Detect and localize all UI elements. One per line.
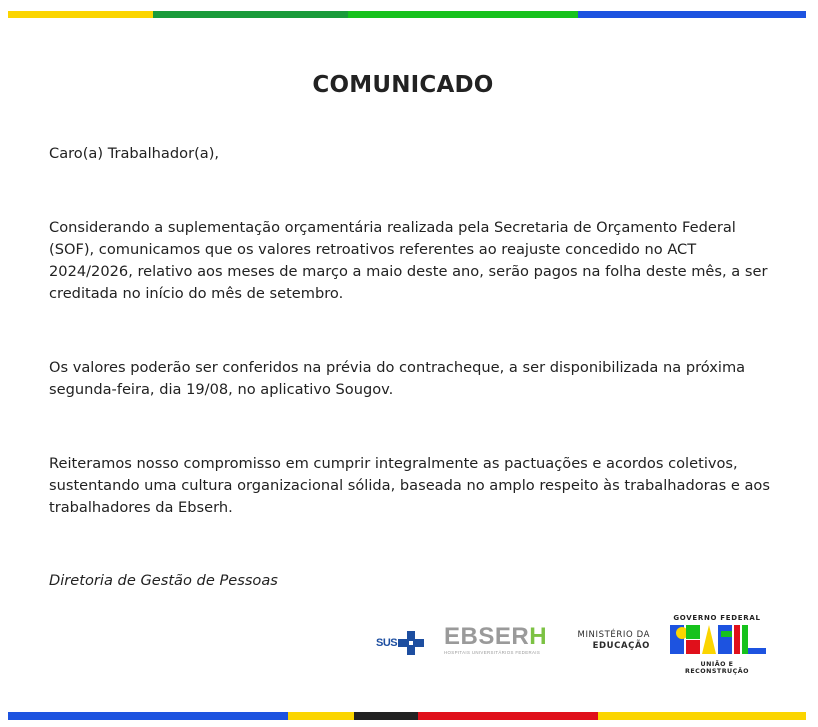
bottom-bar-blue <box>8 712 288 720</box>
bottom-color-bar <box>8 712 806 720</box>
ebserh-logo <box>444 625 547 655</box>
bottom-bar-red <box>418 712 598 720</box>
top-bar-blue <box>578 11 806 18</box>
top-bar-green <box>348 11 578 18</box>
logo-strip <box>376 612 788 675</box>
gov-logo-bottom-text: UNIÃO E RECONSTRUÇÃO <box>684 661 750 675</box>
page-title: COMUNICADO <box>312 72 494 98</box>
top-color-bar <box>8 11 806 18</box>
bottom-bar-black <box>354 712 418 720</box>
bottom-bar-yellow-2 <box>598 712 806 720</box>
paragraph-1: Considerando a suplementação orçamentária realizada pela Secretaria de Orçamento Federal (SOF), comunicamos que os valores retroativos referentes ao reajuste concedido no ACT 2024/2026, relativo aos meses de março a maio deste ano, serão pagos na folha deste mês, a ser creditada no início do mês de setembro. <box>49 219 768 302</box>
paragraph-3: Reiteramos nosso compromisso em cumprir integralmente as pactuações e acordos coletivos, sustentando uma cultura organizacional sólida, baseada no amplo respeito às trabalhadoras e aos trabalhadores da Ebserh. <box>49 455 770 516</box>
gov-logo-top-text: GOVERNO FEDERAL <box>673 614 761 622</box>
mec-logo <box>572 630 650 652</box>
bottom-bar-yellow <box>288 712 354 720</box>
sus-cross-icon <box>397 630 425 656</box>
paragraph-2: Os valores poderão ser conferidos na prévia do contracheque, a ser disponibilizada na próxima segunda-feira, dia 19/08, no aplicativo Sougov. <box>49 359 746 398</box>
governo-federal-logo <box>668 614 788 675</box>
top-bar-yellow <box>8 11 153 18</box>
ebserh-logo-subtitle: HOSPITAIS UNIVERSITÁRIOS FEDERAIS <box>444 650 541 655</box>
mec-line-2: EDUCAÇÃO <box>592 641 650 651</box>
sus-logo <box>376 630 425 656</box>
ebserh-logo-h: H <box>529 623 548 650</box>
ebserh-logo-text: EBSER <box>444 623 530 650</box>
brasil-wordmark-logo <box>668 622 786 656</box>
greeting: Caro(a) Trabalhador(a), <box>49 145 220 162</box>
signature: Diretoria de Gestão de Pessoas <box>49 572 278 589</box>
sus-logo-text: SUS <box>376 637 398 649</box>
top-bar-dark-green <box>153 11 348 18</box>
mec-line-1: MINISTÉRIO DA <box>577 630 650 640</box>
